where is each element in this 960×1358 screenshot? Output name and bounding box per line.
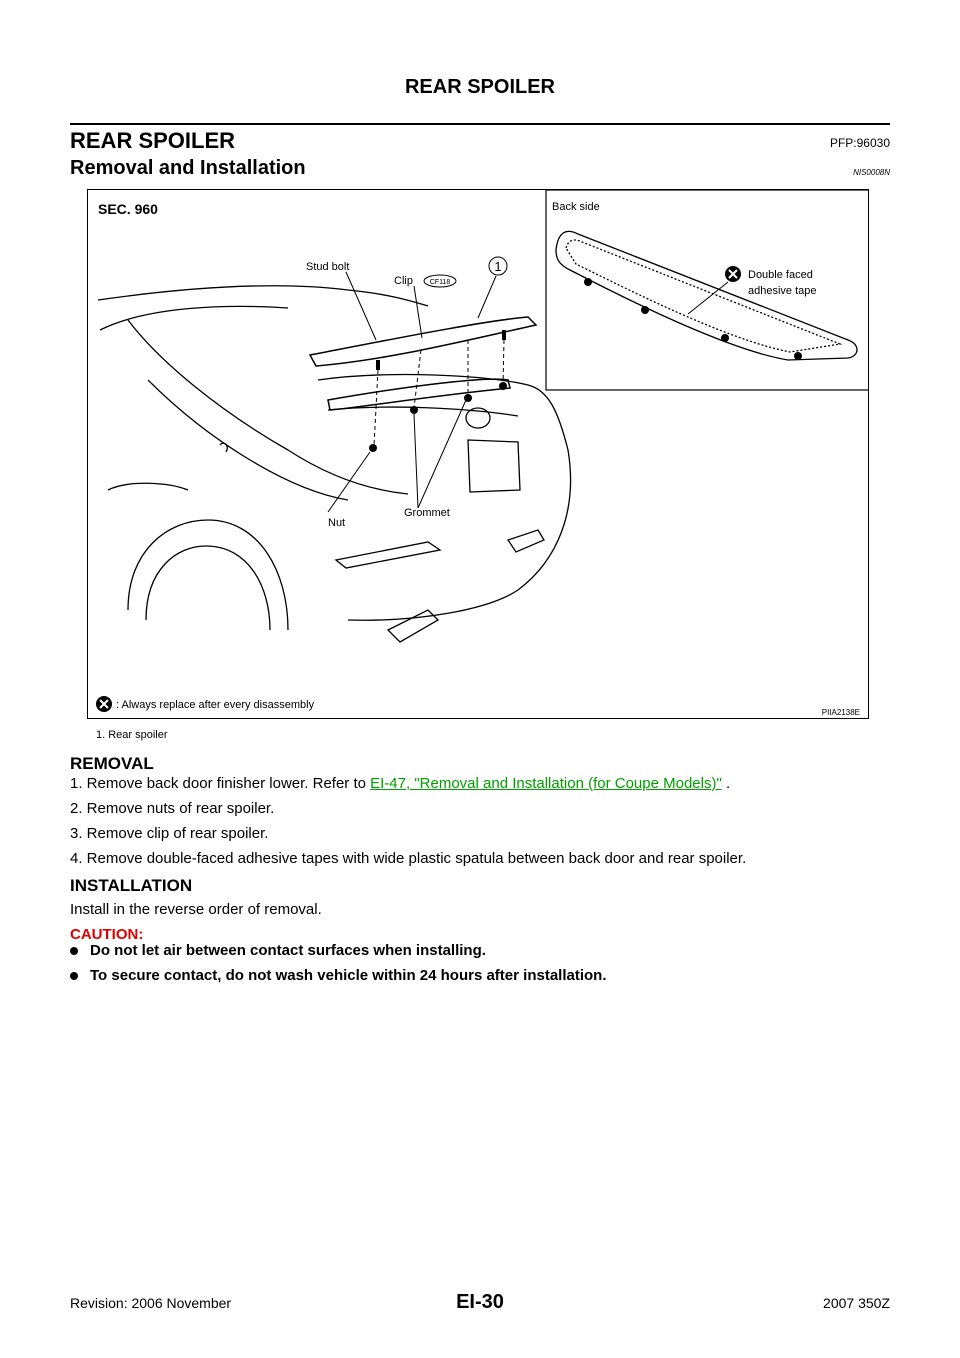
car-body bbox=[98, 286, 571, 642]
bullet-2-text: To secure contact, do not wash vehicle within 24 hours after installation. bbox=[90, 967, 607, 984]
figure-caption: 1. Rear spoiler bbox=[96, 729, 168, 741]
nis-code: NIS0008N bbox=[853, 168, 890, 177]
caution-bullet-2 bbox=[70, 967, 607, 984]
installation-text: Install in the reverse order of removal. bbox=[70, 901, 322, 918]
installation-heading: INSTALLATION bbox=[70, 876, 193, 895]
step1-suffix: . bbox=[721, 775, 731, 792]
grommet-label: Grommet bbox=[404, 507, 450, 519]
part-number: 1 bbox=[494, 259, 502, 274]
footer-revision: Revision: 2006 November bbox=[70, 1295, 232, 1311]
bullet-1-text: Do not let air between contact surfaces when installing. bbox=[90, 942, 486, 959]
tape-label-line1: Double faced bbox=[748, 269, 813, 281]
back-side-inset bbox=[546, 190, 869, 390]
page-header-title: REAR SPOILER bbox=[404, 76, 556, 98]
caution-label: CAUTION: bbox=[70, 926, 144, 943]
bullet-icon bbox=[70, 972, 78, 980]
legend-text: : Always replace after every disassembly bbox=[116, 699, 315, 711]
removal-step-1 bbox=[70, 775, 890, 792]
step1-prefix: 1. Remove back door finisher lower. Refer to bbox=[70, 775, 371, 792]
bullet-icon bbox=[70, 947, 78, 955]
clip-code: CF118 bbox=[429, 279, 451, 286]
stud-bolt-label: Stud bolt bbox=[306, 261, 350, 273]
removal-step-2: 2. Remove nuts of rear spoiler. bbox=[70, 800, 275, 817]
removal-step-3: 3. Remove clip of rear spoiler. bbox=[70, 825, 269, 842]
clip-label: Clip bbox=[394, 275, 413, 287]
spoiler-diagram bbox=[87, 189, 869, 719]
back-side-label: Back side bbox=[552, 201, 600, 213]
figure-code: PIIA2138E bbox=[821, 708, 860, 717]
section-title: REAR SPOILER bbox=[70, 128, 236, 153]
pfp-code: PFP:96030 bbox=[829, 136, 890, 150]
removal-step-4: 4. Remove double-faced adhesive tapes with wide plastic spatula between back door and rear spoiler. bbox=[70, 850, 747, 867]
nut-label: Nut bbox=[328, 517, 346, 529]
step1-link[interactable]: EI-47, "Removal and Installation (for Coupe Models)" bbox=[370, 775, 722, 792]
tape-label-line2: adhesive tape bbox=[748, 285, 817, 297]
sec-label: SEC. 960 bbox=[98, 201, 158, 217]
subsection-title: Removal and Installation bbox=[70, 157, 306, 179]
caution-bullet-1 bbox=[70, 942, 486, 959]
header-rule bbox=[70, 123, 890, 125]
diagram-svg bbox=[88, 190, 869, 719]
footer-model: 2007 350Z bbox=[823, 1295, 890, 1311]
removal-heading: REMOVAL bbox=[70, 754, 154, 773]
footer-page-number: EI-30 bbox=[456, 1291, 504, 1313]
